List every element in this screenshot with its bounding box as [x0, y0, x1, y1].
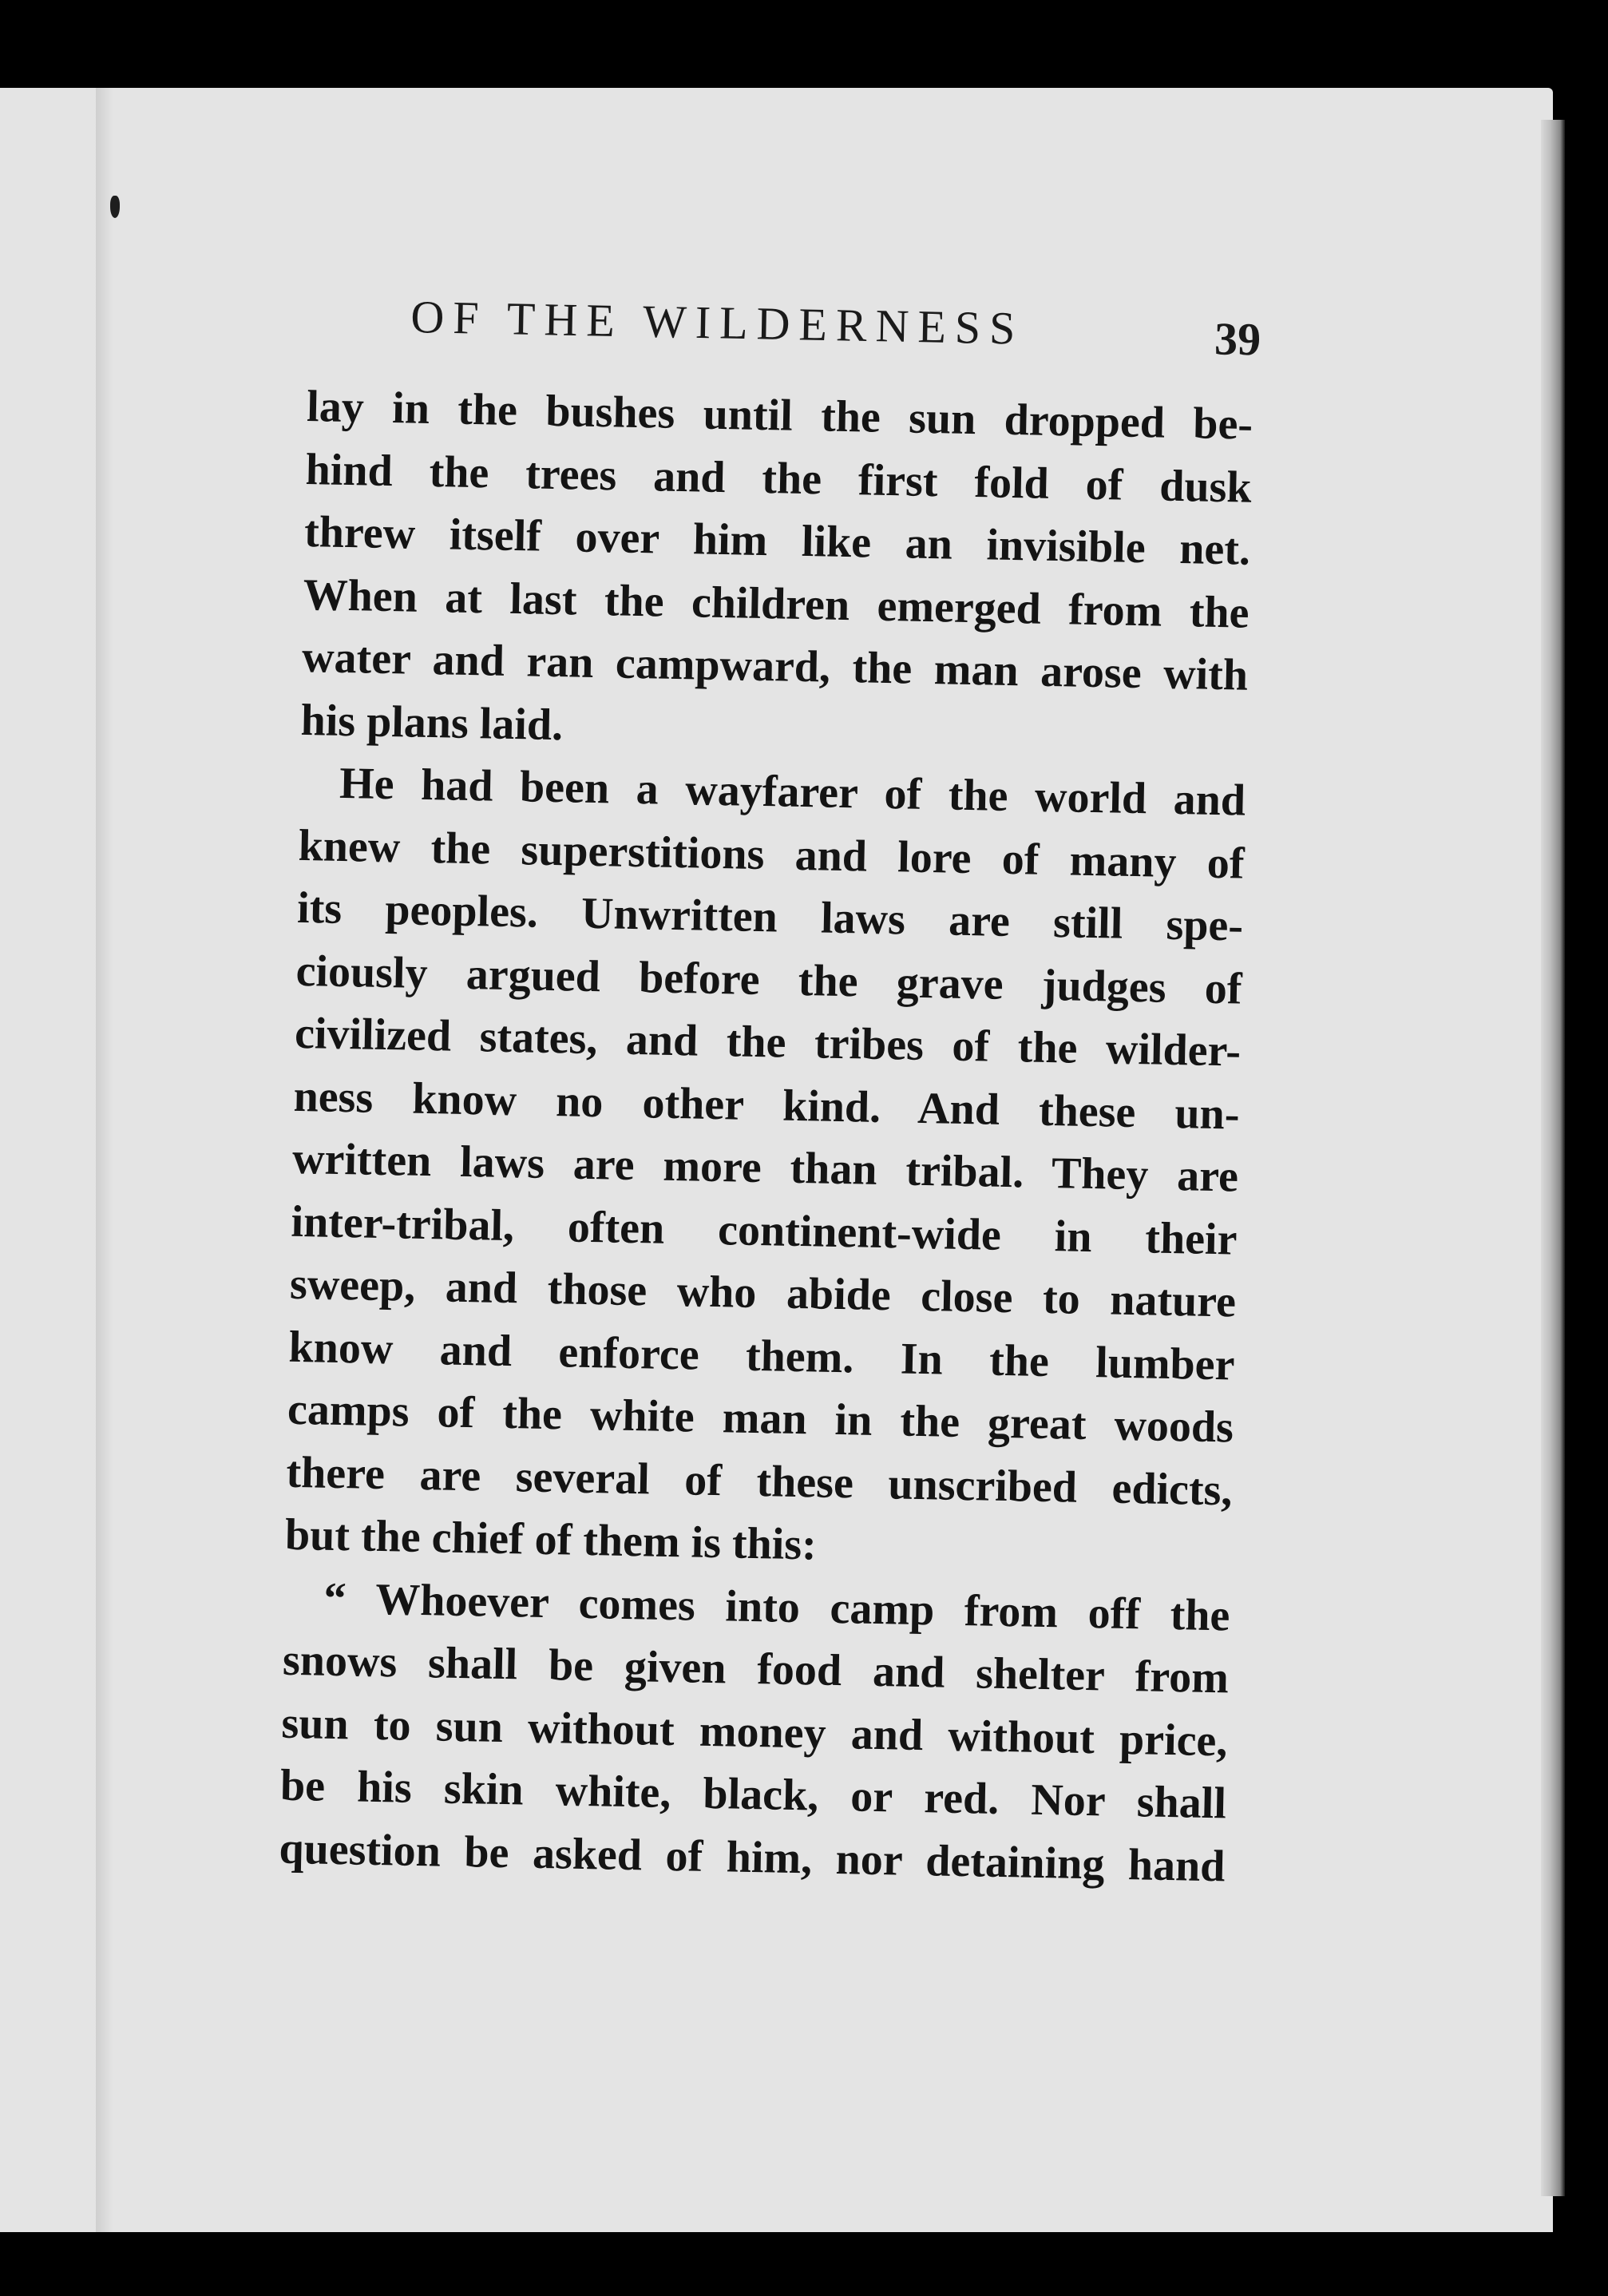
- running-title: OF THE WILDERNESS: [410, 291, 1025, 355]
- text-line: its peoples. Unwritten laws are still spe-: [296, 882, 1244, 951]
- page-gutter: [96, 88, 113, 2232]
- text-line: water and ran campward, the man arose with: [301, 632, 1249, 700]
- text-line: know and enforce them. In the lumber: [288, 1322, 1236, 1390]
- text-line: camps of the white man in the great woods: [287, 1384, 1234, 1453]
- text-line: ciously argued before the grave judges of: [295, 946, 1243, 1014]
- text-line: but the chief of them is this:: [284, 1509, 818, 1570]
- text-line: hind the trees and the first fold of dusk: [305, 444, 1253, 513]
- text-line: his plans laid.: [300, 695, 564, 750]
- text-line: ness know no other kind. And these un-: [293, 1071, 1241, 1140]
- text-line: sweep, and those who abide close to nature: [289, 1259, 1237, 1327]
- text-line: threw itself over him like an invisible net.: [303, 506, 1251, 575]
- body-text: [279, 375, 1254, 1897]
- page-number: 39: [1214, 312, 1261, 366]
- text-line: sun to sun without money and without price,: [281, 1698, 1228, 1766]
- text-line: snows shall be given food and shelter from: [282, 1635, 1230, 1703]
- text-line: “ Whoever comes into camp from off the: [323, 1573, 1230, 1640]
- text-line: When at last the children emerged from the: [303, 569, 1250, 638]
- page-edge: [1541, 120, 1565, 2196]
- text-line: be his skin white, black, or red. Nor shall: [279, 1760, 1227, 1829]
- text-line: lay in the bushes until the sun dropped be-: [306, 381, 1254, 450]
- text-line: He had been a wayfarer of the world and: [339, 758, 1246, 826]
- text-line: civilized states, and the tribes of the wilder-: [294, 1008, 1242, 1077]
- ink-mark: [110, 196, 120, 218]
- text-line: inter-tribal, often continent-wide in their: [291, 1196, 1238, 1265]
- text-line: knew the superstitions and lore of many of: [298, 820, 1246, 889]
- text-line: question be asked of him, nor detaining hand: [278, 1823, 1226, 1891]
- text-line: there are several of these unscribed edicts,: [286, 1447, 1234, 1515]
- text-line: written laws are more than tribal. They are: [291, 1133, 1239, 1202]
